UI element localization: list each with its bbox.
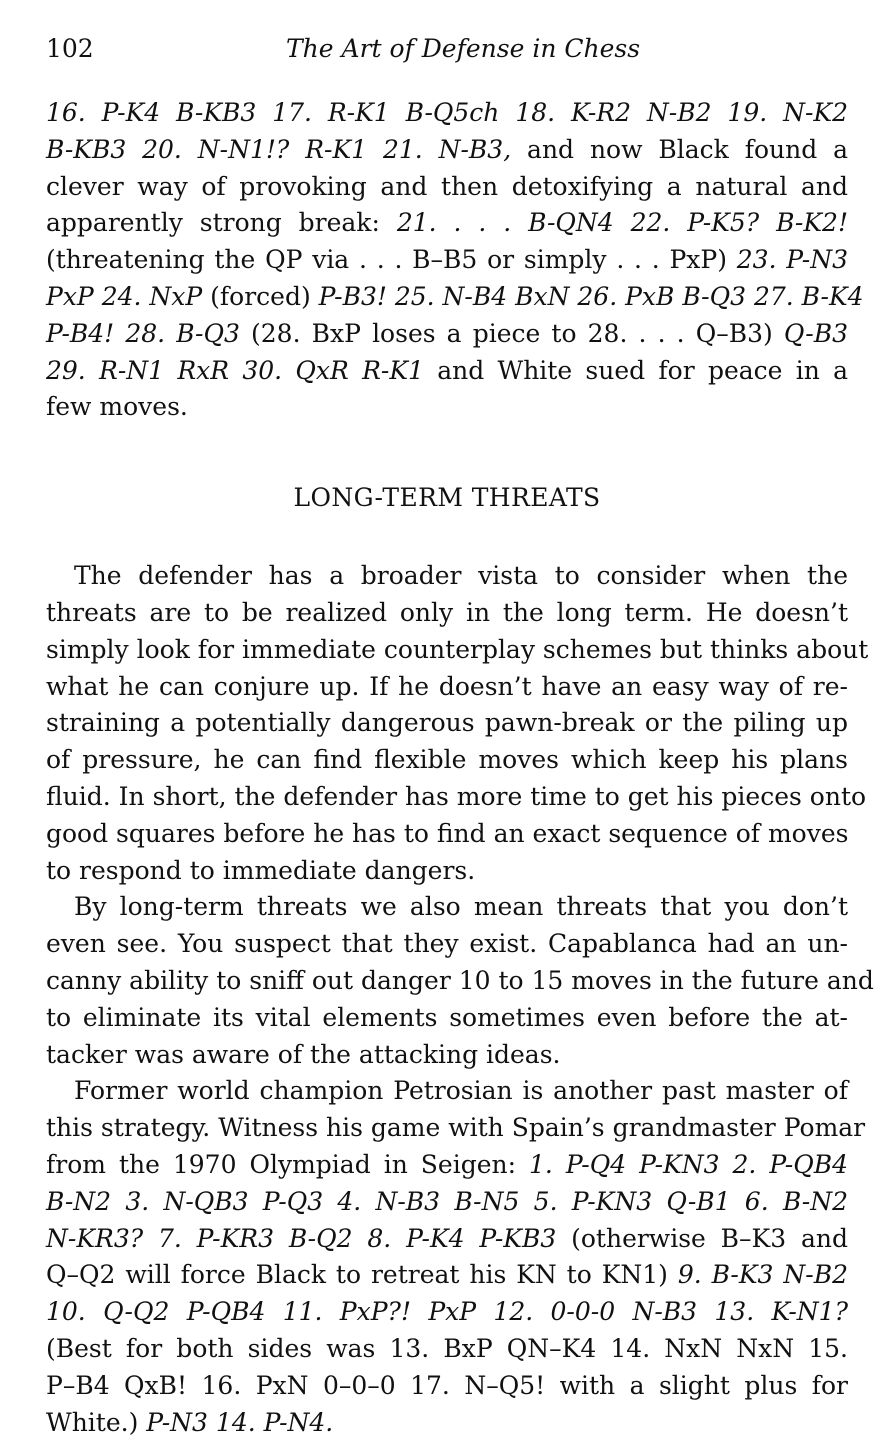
text-line xyxy=(46,95,848,132)
text-line xyxy=(46,1257,848,1294)
text-run: (Best for both sides was 13. BxP QN–K4 14. NxN NxN 15. xyxy=(46,1334,848,1363)
text-line xyxy=(46,279,848,316)
running-head xyxy=(46,34,848,74)
text-run: (forced) xyxy=(202,282,318,311)
text-run: (threatening the QP via . . . B–B5 or simply . . . PxP) xyxy=(46,245,737,274)
chess-notation: 1. P-Q4 P-KN3 2. P-QB4 xyxy=(529,1150,848,1179)
game-continuation-paragraph xyxy=(46,95,848,426)
text-line xyxy=(46,816,848,853)
chess-notation: P-N3 14. P-N4. xyxy=(146,1408,333,1437)
text-run: tacker was aware of the attacking ideas. xyxy=(46,1040,561,1069)
text-line xyxy=(46,353,848,390)
section-heading: LONG-TERM THREATS xyxy=(46,482,848,514)
text-run: and now Black found a xyxy=(511,135,848,164)
text-line xyxy=(46,316,848,353)
text-line xyxy=(46,1110,848,1147)
text-run: canny ability to sniff out danger 10 to 15 moves in the future and xyxy=(46,966,874,995)
page-number: 102 xyxy=(46,34,94,64)
chess-notation: 9. B-K3 N-B2 xyxy=(678,1260,848,1289)
text-run: apparently strong break: xyxy=(46,208,397,237)
text-run: straining a potentially dangerous pawn-break or the piling up xyxy=(46,708,848,737)
text-run: to eliminate its vital elements sometimes even before the at- xyxy=(46,1003,848,1032)
chess-notation: PxP 24. NxP xyxy=(46,282,202,311)
text-run: threats are to be realized only in the long term. He doesn’t xyxy=(46,598,848,627)
text-line xyxy=(46,1294,848,1331)
text-run: (otherwise B–K3 and xyxy=(556,1224,848,1253)
chess-notation: B-N2 3. N-QB3 P-Q3 4. N-B3 B-N5 5. P-KN3 Q-B1 6. B-N2 xyxy=(46,1187,848,1216)
text-line xyxy=(46,595,848,632)
text-run: White.) xyxy=(46,1408,146,1437)
text-line xyxy=(46,853,848,890)
text-line xyxy=(46,926,848,963)
text-run: (28. BxP loses a piece to 28. . . . Q–B3) xyxy=(240,319,784,348)
text-line xyxy=(46,132,848,169)
text-line xyxy=(46,1405,848,1441)
text-run: to respond to immediate dangers. xyxy=(46,856,475,885)
text-run: few moves. xyxy=(46,392,188,421)
chess-notation: P-B4! 28. B-Q3 xyxy=(46,319,240,348)
text-line xyxy=(46,558,848,595)
text-line xyxy=(46,1000,848,1037)
text-run: of pressure, he can find flexible moves which keep his plans xyxy=(46,745,848,774)
text-run: this strategy. Witness his game with Spain’s grandmaster Pomar xyxy=(46,1113,865,1142)
text-run: Q–Q2 will force Black to retreat his KN to KN1) xyxy=(46,1260,678,1289)
chess-notation: Q-B3 xyxy=(784,319,848,348)
body-paragraph xyxy=(46,1073,848,1441)
chess-notation: 23. P-N3 xyxy=(737,245,848,274)
body-paragraph xyxy=(46,558,848,889)
text-run: clever way of provoking and then detoxifying a natural and xyxy=(46,172,848,201)
chess-notation: B-KB3 20. N-N1!? R-K1 21. N-B3, xyxy=(46,135,511,164)
chess-notation: 21. . . . B-QN4 22. P-K5? B-K2! xyxy=(397,208,848,237)
text-run: even see. You suspect that they exist. Capablanca had an un- xyxy=(46,929,848,958)
text-run: what he can conjure up. If he doesn’t have an easy way of re- xyxy=(46,672,848,701)
text-line xyxy=(46,169,848,206)
text-line xyxy=(46,1184,848,1221)
text-line xyxy=(46,669,848,706)
chess-notation: N-KR3? 7. P-KR3 B-Q2 8. P-K4 P-KB3 xyxy=(46,1224,556,1253)
book-title: The Art of Defense in Chess xyxy=(286,34,640,64)
text-run: simply look for immediate counterplay schemes but thinks about xyxy=(46,635,868,664)
text-line xyxy=(46,779,848,816)
chess-notation: 16. P-K4 B-KB3 17. R-K1 B-Q5ch 18. K-R2 N-B2 19. N-K2 xyxy=(46,98,848,127)
text-line xyxy=(46,389,848,426)
text-run: good squares before he has to find an exact sequence of moves xyxy=(46,819,848,848)
text-line xyxy=(46,1368,848,1405)
text-run: P–B4 QxB! 16. PxN 0–0–0 17. N–Q5! with a slight plus for xyxy=(46,1371,848,1400)
text-line xyxy=(46,963,848,1000)
text-run: from the 1970 Olympiad in Seigen: xyxy=(46,1150,529,1179)
text-line xyxy=(46,632,848,669)
text-line xyxy=(46,205,848,242)
text-line xyxy=(46,1331,848,1368)
body-paragraph xyxy=(46,889,848,1073)
text-line xyxy=(46,1073,848,1110)
text-run: The defender has a broader vista to consider when the xyxy=(74,561,848,590)
text-line xyxy=(46,705,848,742)
text-run: Former world champion Petrosian is another past master of xyxy=(74,1076,848,1105)
text-line xyxy=(46,1037,848,1074)
text-line xyxy=(46,742,848,779)
text-line xyxy=(46,1221,848,1258)
chess-notation: 10. Q-Q2 P-QB4 11. PxP?! PxP 12. 0-0-0 N-B3 13. K-N1? xyxy=(46,1297,848,1326)
text-line xyxy=(46,242,848,279)
text-line xyxy=(46,1147,848,1184)
text-run: fluid. In short, the defender has more time to get his pieces onto xyxy=(46,782,866,811)
chess-notation: 29. R-N1 RxR 30. QxR R-K1 xyxy=(46,356,424,385)
text-line xyxy=(46,889,848,926)
text-run: and White sued for peace in a xyxy=(424,356,848,385)
chess-notation: P-B3! 25. N-B4 BxN 26. PxB B-Q3 27. B-K4 xyxy=(319,282,864,311)
text-run: By long-term threats we also mean threats that you don’t xyxy=(74,892,848,921)
